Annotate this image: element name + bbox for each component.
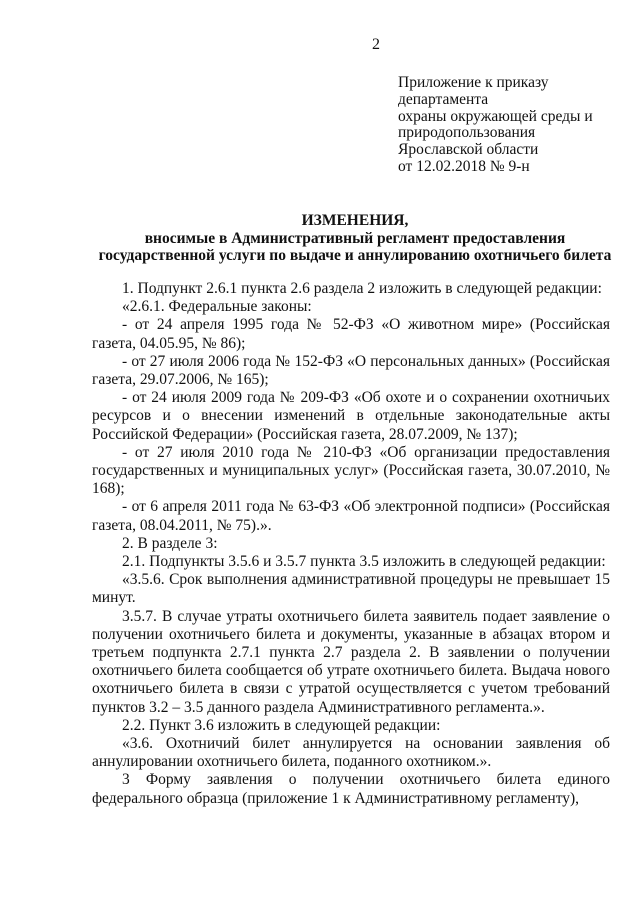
paragraph: «2.6.1. Федеральные законы: [122, 298, 312, 316]
appendix-line: природопользования [398, 124, 536, 142]
paragraph: - от 6 апреля 2011 года № 63-ФЗ «Об электронной подписи» (Российская газета, 08.04.2011, № 75).». [92, 498, 610, 534]
paragraph: - от 27 июля 2010 года № 210-ФЗ «Об организации предоставления государственных и муниципальных услуг» (Российская газета, 30.07.2010, № 168); [92, 443, 610, 498]
paragraph: «3.5.6. Срок выполнения административной процедуры не превышает 15 минут. [92, 571, 610, 607]
appendix-line: охраны окружающей среды и [398, 107, 593, 125]
heading-title: ИЗМЕНЕНИЯ, [301, 212, 409, 229]
page-number: 2 [372, 36, 380, 53]
paragraph: 3.5.7. В случае утраты охотничьего билета заявитель подает заявление о получении охотничьего билета и документы, указанные в абзацах втором и третьем подпункта 2.7.1 пункта 2.7 раздела 2. В заявлении о получении охотничьего билета сообщается об утрате охотничьего билета. Выдача нового охотничьего билета в связи с утратой осуществляется с учетом требований пунктов 3.2 – 3.5 данного раздела Административного регламента.». [92, 607, 610, 716]
paragraph: - от 27 июля 2006 года № 152-ФЗ «О персональных данных» (Российская газета, 29.07.2006, № 165); [92, 352, 610, 389]
paragraph: 2. В разделе 3: [122, 534, 218, 552]
heading-subtitle-line: вносимые в Административный регламент предоставления [144, 229, 566, 247]
paragraph: 1. Подпункт 2.6.1 пункта 2.6 раздела 2 изложить в следующей редакции: [122, 280, 602, 297]
appendix-line: от 12.02.2018 № 9-н [398, 157, 530, 175]
appendix-block [398, 75, 593, 176]
appendix-line: Приложение к приказу [398, 74, 549, 91]
paragraph: - от 24 апреля 1995 года № 52-ФЗ «О животном мире» (Российская газета, 04.05.95, № 86); [92, 316, 610, 352]
document-body [92, 280, 610, 808]
appendix-line: Ярославской области [398, 141, 539, 159]
paragraph: 3 Форму заявления о получении охотничьего билета единого федерального образца (приложение 1 к Административному регламенту), [92, 771, 610, 807]
paragraph: 2.1. Подпункты 3.5.6 и 3.5.7 пункта 3.5 изложить в следующей редакции: [122, 553, 606, 571]
paragraph: «3.6. Охотничий билет аннулируется на основании заявления об аннулировании охотничьего билета, поданного охотником.». [92, 735, 610, 771]
heading-subtitle-line: государственной услуги по выдаче и аннулированию охотничьего билета [98, 247, 612, 264]
paragraph: 2.2. Пункт 3.6 изложить в следующей редакции: [122, 716, 441, 734]
document-heading [92, 212, 618, 265]
paragraph: - от 24 июля 2009 года № 209-ФЗ «Об охоте и о сохранении охотничьих ресурсов и о внесении изменений в отдельные законодательные акты Российской Федерации» (Российская газета, 28.07.2009, № 137); [92, 389, 610, 443]
appendix-line: департамента [398, 90, 489, 108]
